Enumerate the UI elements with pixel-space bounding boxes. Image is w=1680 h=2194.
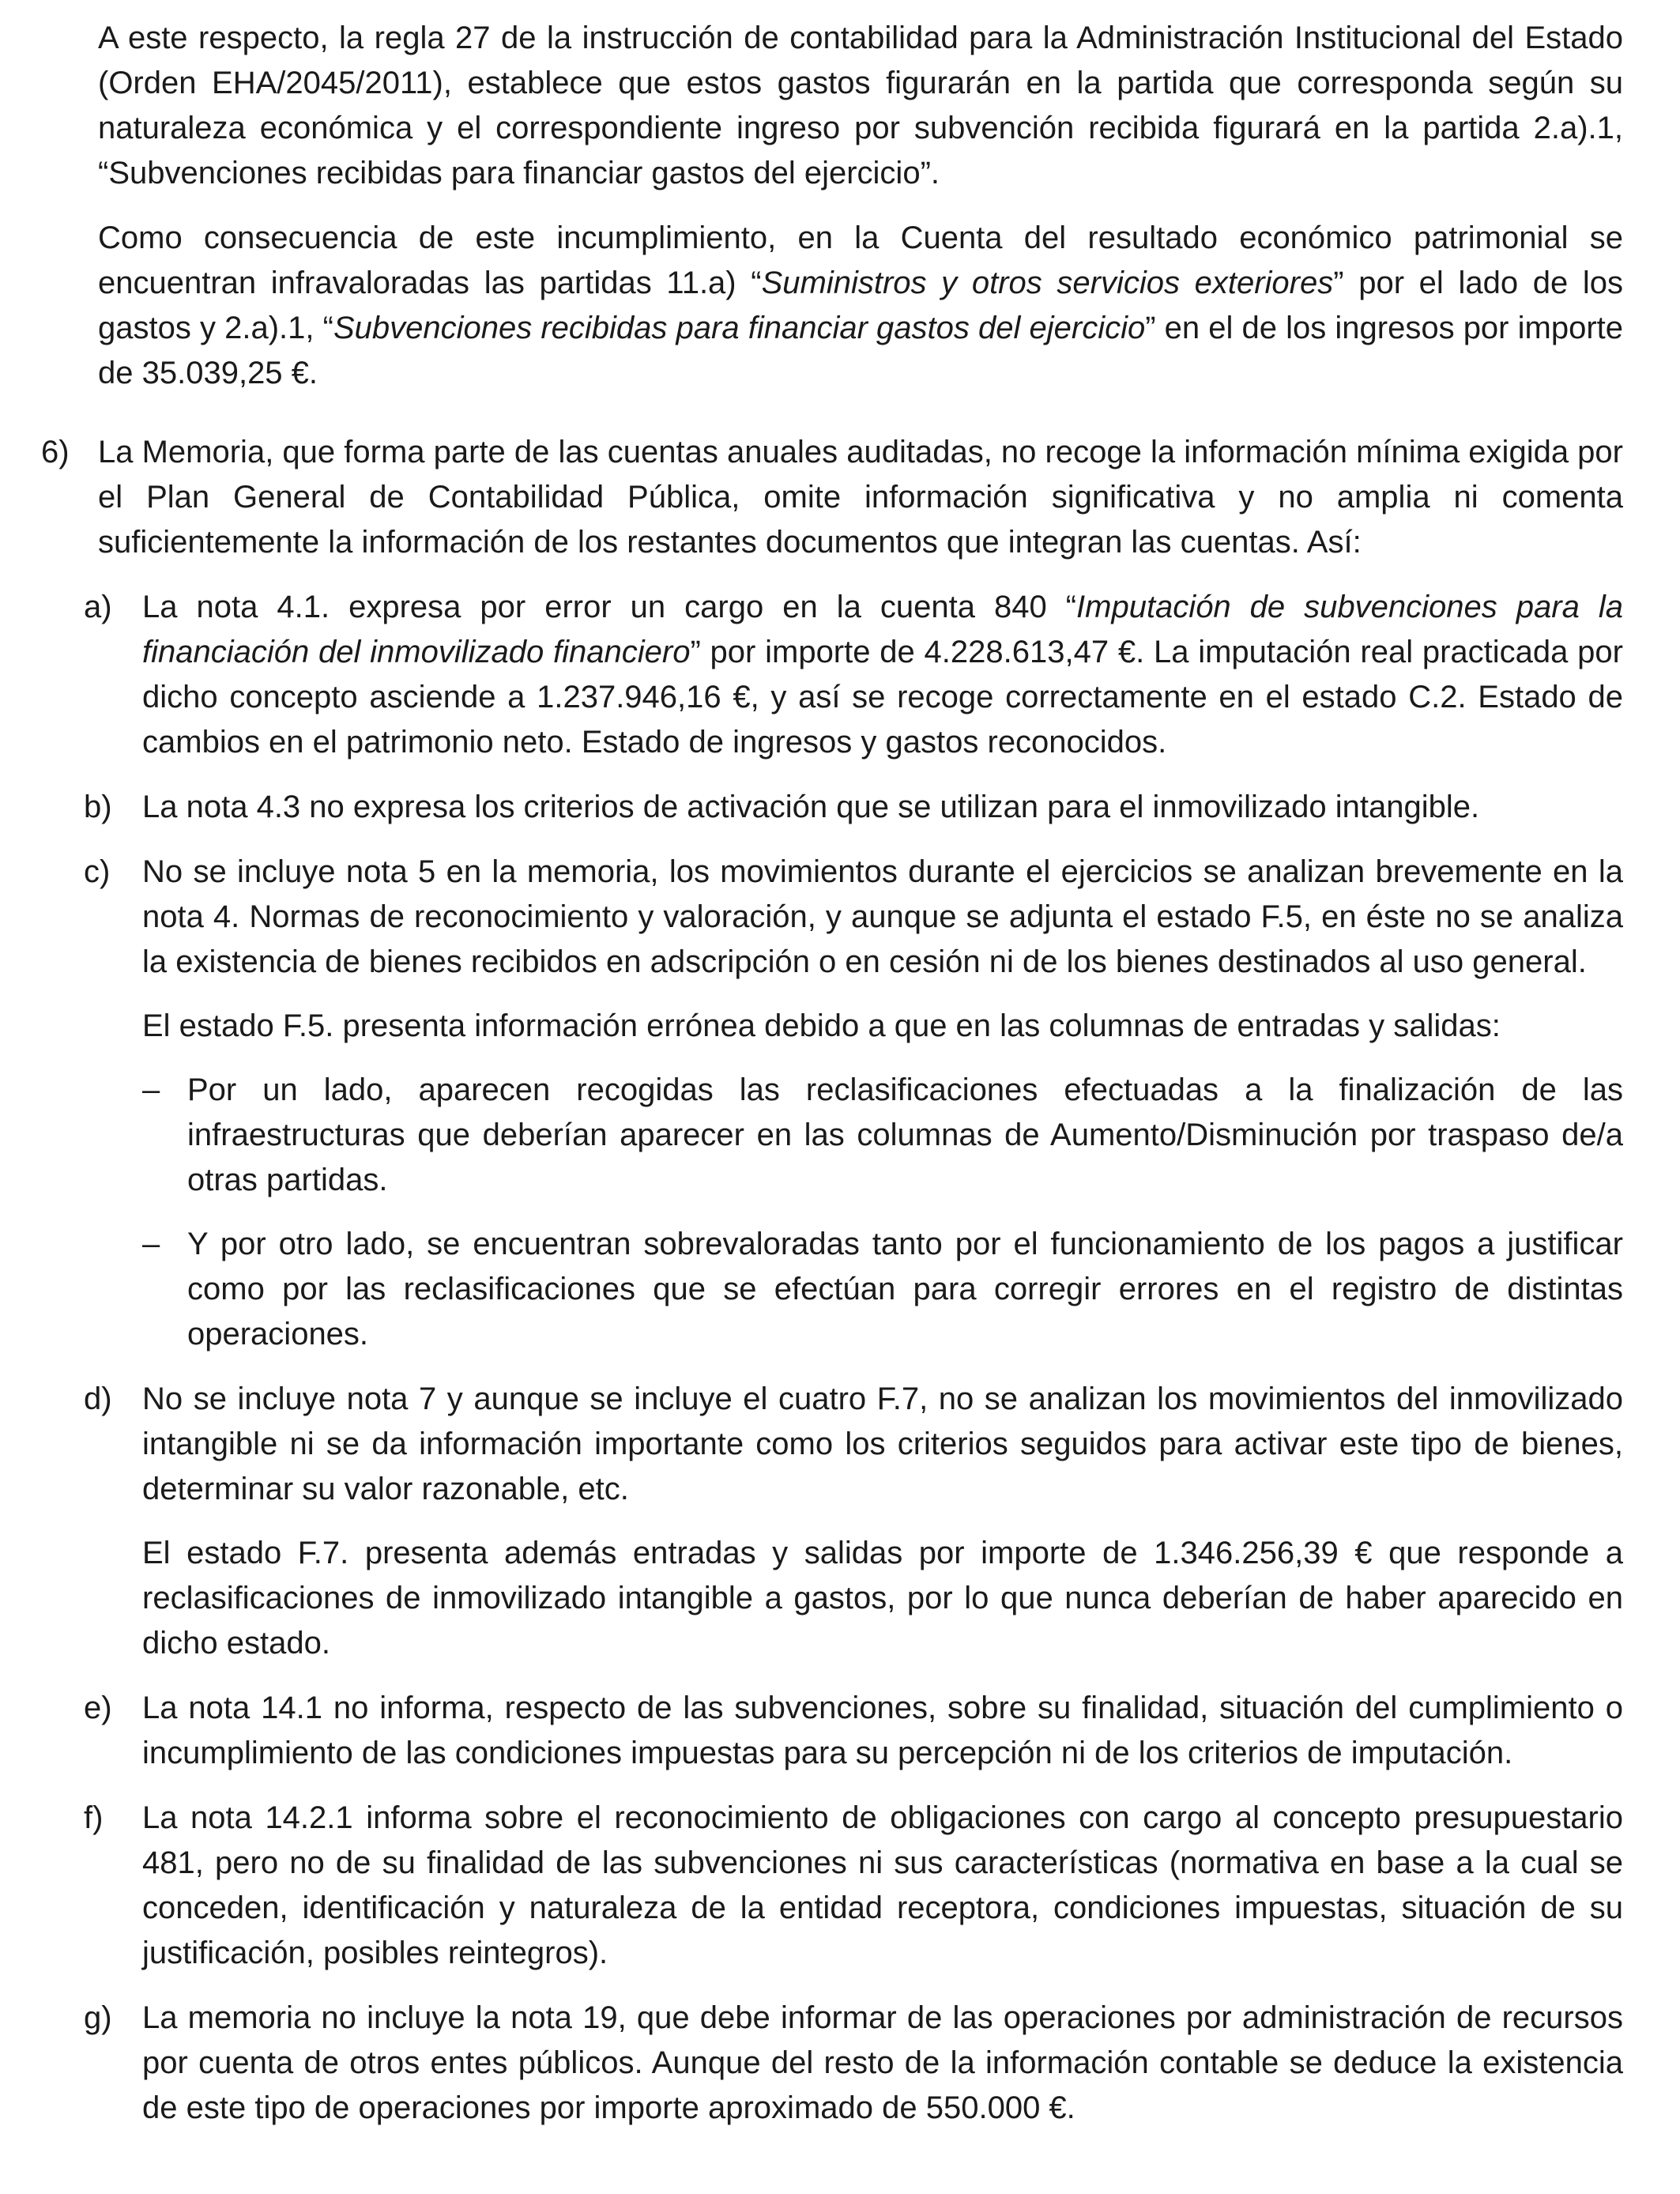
list-item-text: La nota 4.3 no expresa los criterios de activación que se utilizan para el inmovilizado intangible. [142,790,1480,824]
dash-item-text: Por un lado, aparecen recogidas las reclasificaciones efectuadas a la finalización de las infraestructuras que deberían aparecer en las columnas de Aumento/Disminución por traspaso de/a otras partidas. [187,1072,1623,1197]
sub-item-e [84,1686,1623,1776]
list-item-text: La nota 14.2.1 informa sobre el reconocimiento de obligaciones con cargo al concepto presupuestario 481, pero no de su finalidad de las subvenciones ni sus características (normativa en base a la cual se conceden, identificación y naturaleza de la entidad receptora, condiciones impuestas, situación de su justificación, posibles reintegros). [142,1800,1623,1970]
sub-item-d [84,1377,1623,1512]
dash-item-2 [142,1222,1623,1357]
text-run: ” en el de los ingresos por importe de 35.039,25 €. [98,311,1623,390]
list-item-text: La nota 14.1 no informa, respecto de las subvenciones, sobre su finalidad, situación del cumplimiento o incumplimiento de las condiciones impuestas para su percepción ni de los criterios de imputación. [142,1691,1623,1770]
italic-run: Subvenciones recibidas para financiar gastos del ejercicio [333,311,1146,345]
list-marker: c) [84,854,111,889]
paragraph-estado-f7: El estado F.7. presenta además entradas y salidas por importe de 1.346.256,39 € que responde a reclasificaciones de inmovilizado intangible a gastos, por lo que nunca deberían de haber aparecido en dicho estado. [142,1536,1623,1661]
text-run: ” por importe de 4.228.613,47 €. La imputación real practicada por dicho concepto asciende a 1.237.946,16 €, y así se recoge correctamente en el estado C.2. Estado de cambios en el patrimonio neto. Estado de ingresos y gastos reconocidos. [142,635,1623,760]
italic-run: Suministros y otros servicios exteriores [761,266,1334,300]
list-item-text: No se incluye nota 7 y aunque se incluye el cuatro F.7, no se analizan los movimientos del inmovilizado intangible ni se da información importante como los criterios seguidos para activar este tipo de bienes, determinar su valor razonable, etc. [142,1382,1623,1506]
list-marker: a) [84,590,112,624]
list-item-text: La memoria no incluye la nota 19, que debe informar de las operaciones por administración de recursos por cuenta de otros entes públicos. Aunque del resto de la información contable se deduce la existencia de este tipo de operaciones por importe aproximado de 550.000 €. [142,2000,1623,2125]
italic-run: Imputación de subvenciones para la financiación del inmovilizado financiero [142,590,1623,669]
text-run: ” por el lado de los gastos y 2.a).1, “ [98,266,1623,345]
list-marker: g) [84,2000,112,2035]
paragraph-estado-f5: El estado F.5. presenta información errónea debido a que en las columnas de entradas y salidas: [142,1008,1501,1043]
dash-marker: – [142,1072,160,1107]
sub-item-a [84,585,1623,765]
list-item-text: No se incluye nota 5 en la memoria, los movimientos durante el ejercicios se analizan brevemente en la nota 4. Normas de reconocimiento y valoración, y aunque se adjunta el estado F.5, en éste no se analiza la existencia de bienes recibidos en adscripción o en cesión ni de los bienes destinados al uso general. [142,854,1623,979]
list-item-6 [41,430,1623,565]
paragraph-regla-27: A este respecto, la regla 27 de la instrucción de contabilidad para la Administración Institucional del Estado (Orden EHA/2045/2011), establece que estos gastos figurarán en la partida que corresponda según su naturaleza económica y el correspondiente ingreso por subvención recibida figurará en la partida 2.a).1, “Subvenciones recibidas para financiar gastos del ejercicio”. [98,21,1623,190]
paragraph-consecuencia [98,216,1623,396]
text-run: Como consecuencia de este incumplimiento, en la Cuenta del resultado económico patrimonial se encuentran infravaloradas las partidas 11.a) “ [98,221,1623,300]
dash-marker: – [142,1227,160,1261]
list-item-text [142,585,1623,765]
sub-item-b [84,785,1623,830]
text-run: La nota 4.1. expresa por error un cargo en la cuenta 840 “ [142,590,1077,624]
list-marker: e) [84,1691,112,1725]
list-marker: d) [84,1382,112,1416]
sub-item-g [84,1996,1623,2131]
list-marker: b) [84,790,112,824]
sub-item-f [84,1796,1623,1976]
dash-item-text: Y por otro lado, se encuentran sobrevaloradas tanto por el funcionamiento de los pagos a justificar como por las reclasificaciones que se efectúan para corregir errores en el registro de distintas operaciones. [187,1227,1623,1351]
list-item-text: La Memoria, que forma parte de las cuentas anuales auditadas, no recoge la información mínima exigida por el Plan General de Contabilidad Pública, omite información significativa y no amplia ni comenta suficientemente la información de los restantes documentos que integran las cuentas. Así: [98,435,1623,560]
list-marker: 6) [41,435,70,469]
dash-item-1 [142,1068,1623,1203]
list-marker: f) [84,1800,104,1835]
sub-item-c [84,850,1623,985]
